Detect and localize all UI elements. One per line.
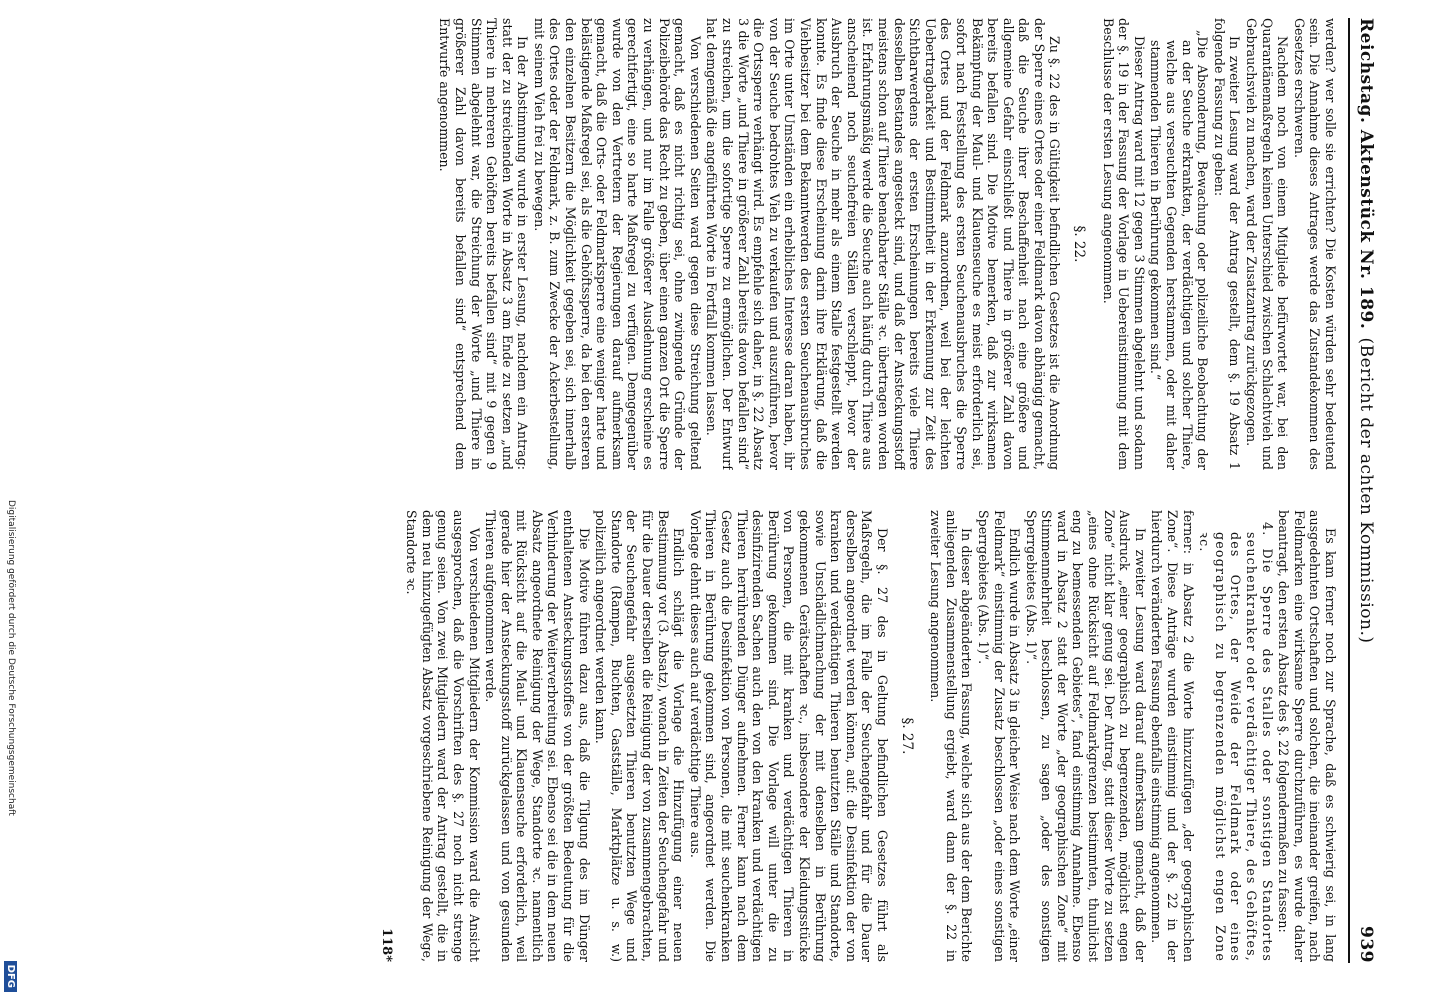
dfg-logo: DFG <box>4 961 17 992</box>
paragraph: Endlich wurde in Absatz 3 in gleicher Weise nach dem Worte „einer Feldmark“ einstimmig der Zusatz beschlossen „oder eines sonstigen Sperrgebietes (Abs. 1)“. <box>975 510 1023 962</box>
paragraph: Von verschiedenen Seiten ward gegen diese Streichung geltend gemacht, daß es nicht richtig sei, ohne zwingende Gründe der Polizeibehörde das Recht zu geben, über einen ganzen Ort die Sperre zu verhängen, und nur im Falle größerer Ausdehnung erscheine es gerechtfertigt, eine so harte Maßregel zu verfügen. Demgegenüber wurde von den Vertretern der Regierungen darauf aufmerksam gemacht, daß die Orts- oder Feldmarksperre eine weniger harte und belästigende Maßregel sei, als die Gehöftssperre, da bei den ersteren den einzelnen Besitzern die Möglichkeit gegeben sei, sich innerhalb des Ortes oder der Feldmark, z. B. zum Zwecke der Ackerbestellung, mit seinem Vieh frei zu bewegen. <box>531 18 703 470</box>
header-subtitle: (Bericht der achten Kommission.) <box>1356 337 1376 644</box>
paragraph: Nachdem noch von einem Mitgliede befürwortet war, bei den Quarantänemaßregeln keinen Unterschied zwischen Schlachtvieh und Gebrauchsvieh zu machen, ward der Zusatzantrag zurückgezogen. <box>1244 18 1291 470</box>
left-column <box>18 18 1338 470</box>
paragraph: In dieser abgeänderten Fassung, welche sich aus der dem Berichte anliegenden Zusammenstellung ergiebt, ward dann der §. 22 in zweiter Lesung angenommen. <box>928 510 975 962</box>
paragraph: Endlich schlägt die Vorlage die Hinzufügung einer neuen Bestimmung vor (3. Absatz), wonach in Zeiten der Seuchengefahr und für die Dauer derselben die Reinigung der von zusammengebrachten, der Seuchengefahr ausgesetzten Thieren benutzten Wege und Standorte (Rampen, Buchten, Gastställe, Marktplätze u. s. w.) polizeilich angeordnet werden kann. <box>593 510 687 962</box>
paragraph: Zu §. 22 des in Gültigkeit befindlichen Gesetzes ist die Anordnung der Sperre eines Ortes oder einer Feldmark davon abhängig gemacht, daß die Seuche ihrer Beschaffenheit nach eine größere und allgemeine Gefahr einschließt und Thiere in größerer Zahl davon bereits befallen sind. Die Motive bemerken, daß zur wirksamen Bekämpfung der Maul- und Klauenseuche es meist erforderlich sei, sofort nach Feststellung des ersten Seuchenausbruches die Sperre des Ortes und der Feldmark anzuordnen, weil bei der leichten Uebertragbarkeit und Bestimmtheit in der Erkennung zur Zeit des Sichtbarwerdens der ersten Erscheinungen bereits viele Thiere desselben Bestandes angesteckt sind, und daß der Ansteckungsstoff meistens schon auf Thiere benachbarter Ställe ꝛc. übertragen worden ist. Erfahrungsmäßig werde die Seuche auch häufig durch Thiere aus anscheinend noch seuchefreien Ställen verschleppt, bevor der Ausbruch der Seuche in mehr als einem Stalle festgestellt werden konnte. Es finde diese Erscheinung darin ihre Erklärung, daß die Viehbesitzer bei dem Bekanntwerden des ersten Seuchenausbruches im Orte unter Umständen ein erhebliches Interesse daran haben, ihr von der Seuche bedrohtes Vieh zu verkaufen und auszuführen, bevor die Ortssperre verhängt wird. Es empfehle sich daher, in §. 22 Absatz 3 die Worte „und Thiere in größerer Zahl bereits davon befallen sind“ zu streichen, um die sofortige Sperre zu ermöglichen. Der Entwurf hat demgemäß die angeführten Worte in Fortfall kommen lassen. <box>704 18 1063 470</box>
paragraph: In der Abstimmung wurde in erster Lesung, nachdem ein Antrag: statt der zu streichenden Worte in Absatz 3 am Ende zu setzen „und Thiere in mehreren Gehöften bereits befallen sind“ mit 9 gegen 9 Stimmen abgelehnt war, die Streichung der Worte „und Thiere in größerer Zahl davon bereits befallen sind“ entsprechend dem Entwurfe angenommen. <box>437 18 531 470</box>
paragraph: ferner: in Absatz 2 die Worte hinzuzufügen „der geographischen Zone“. Diese Anträge wurden einstimmig und der §. 22 in der hierdurch veränderten Fassung ebenfalls einstimmig angenommen. <box>1149 510 1196 962</box>
quoted-paragraph: 4. Die Sperre des Stalles oder sonstigen Standortes seuchenkranker oder verdächtiger Thiere, des Gehöftes, des Ortes, der Weide der Feldmark oder eines geographisch zu begrenzenden möglichst engen Zone ꝛc. <box>1197 522 1275 962</box>
sheet-signature: 118* <box>378 928 394 962</box>
paragraph: Dieser Antrag ward mit 12 gegen 3 Stimmen abgelehnt und sodann der §. 19 in der Fassung der Vorlage in Uebereinstimmung mit dem Beschlusse der ersten Lesung angenommen. <box>1100 18 1147 470</box>
paragraph: Die Motive führen dazu aus, daß die Tilgung des im Dünger enthaltenen Ansteckungsstoffes von der größten Bedeutung für die Verhinderung der Weiterverbreitung sei. Ebenso sei die in dem neuen Absatz angeordnete Reinigung der Wege, Standorte ꝛc. namentlich mit Rücksicht auf die Maul- und Klauenseuche erforderlich, weil gerade hier der Ansteckungsstoff zurückgelassen und von gesunden Thieren aufgenommen werde. <box>483 510 592 962</box>
page-number: 939 <box>1356 926 1376 963</box>
section-heading: §. 27. <box>898 717 915 755</box>
paragraph: In zweiter Lesung ward der Antrag gestellt, dem §. 19 Absatz 1 folgende Fassung zu geben: <box>1211 18 1243 470</box>
section-heading: §. 22. <box>1071 225 1088 263</box>
page-header <box>1348 18 1386 963</box>
quoted-paragraph: „Die Absonderung, Bewachung oder polizeiliche Beobachtung der an der Seuche erkrankten, der verdächtigen und solcher Thiere, welche aus verseuchten Gegenden herstammen, oder mit daher stammenden Thieren in Berührung gekommen sind.“ <box>1148 30 1211 470</box>
paragraph: Von verschiedenen Mitgliedern der Kommission ward die Ansicht ausgesprochen, daß die Vorschriften des §. 27 noch nicht strenge genug seien. Von zwei Mitgliedern ward der Antrag gestellt, die in dem neu hinzugefügten Absatz vorgeschriebene Reinigung der Wege, Standorte ꝛc. <box>404 510 482 962</box>
header-title: Reichstag. Aktenstück Nr. 189. <box>1356 18 1376 330</box>
paragraph: In zweiter Lesung ward darauf aufmerksam gemacht, daß der Ausdruck „einer geographisch zu begrenzenden, möglichst engen Zone“ nicht klar genug sei. Der Antrag, statt dieser Worte zu setzen „eines ohne Rücksicht auf Feldmarkgrenzen bestimmten, thunlichst eng zu bemessenden Gebietes“, fand einstimmig Annahme. Ebenso ward in Absatz 2 statt der Worte „der geographischen Zone“ mit Stimmenmehrheit beschlossen, zu sagen „oder des sonstigen Sperrgebietes (Abs. 1)“. <box>1023 510 1148 962</box>
paragraph: werden? wer solle sie errichten? Die Kosten würden sehr bedeutend sein. Die Annahme dieses Antrages werde das Zustandekommen des Gesetzes erschweren. <box>1291 18 1338 470</box>
digitization-credit: Digitalisierung gefördert durch die Deutsche Forschungsgemeinschaft <box>6 500 16 816</box>
paragraph: Der §. 27 des in Geltung befindlichen Gesetzes führt als Maßregeln, die im Falle der Seuchengefahr und für die Dauer derselben angeordnet werden können, auf: die Desinfektion der von kranken und verdächtigen Thieren benutzten Ställe und Standorte, sowie Unschädlichmachung der mit denselben in Berührung gekommenen Gerätschaften ꝛc., insbesondere der Kleidungsstücke von Personen, die mit kranken und verdächtigen Thieren in Berührung gekommen sind. Die Vorlage will unter die zu desinfizirenden Sachen auch den von den kranken und verdächtigen Thieren herrührenden Dünger aufnehmen. Ferner kann nach dem Gesetz auch die Desinfektion von Personen, die mit seuchenkranken Thieren in Berührung gekommen sind, angeordnet werden. Die Vorlage dehnt dieses auch auf verdächtige Thiere aus. <box>687 510 890 962</box>
right-column <box>18 510 1338 962</box>
paragraph: Es kam ferner noch zur Sprache, daß es schwierig sei, in lang ausgedehnten Ortschaften und solchen, die ineinander greifen, nach Feldmarken eine wirksame Sperre durchzuführen, es wurde daher beantragt, den ersten Absatz des §. 22 folgendermaßen zu fassen: <box>1276 510 1338 962</box>
